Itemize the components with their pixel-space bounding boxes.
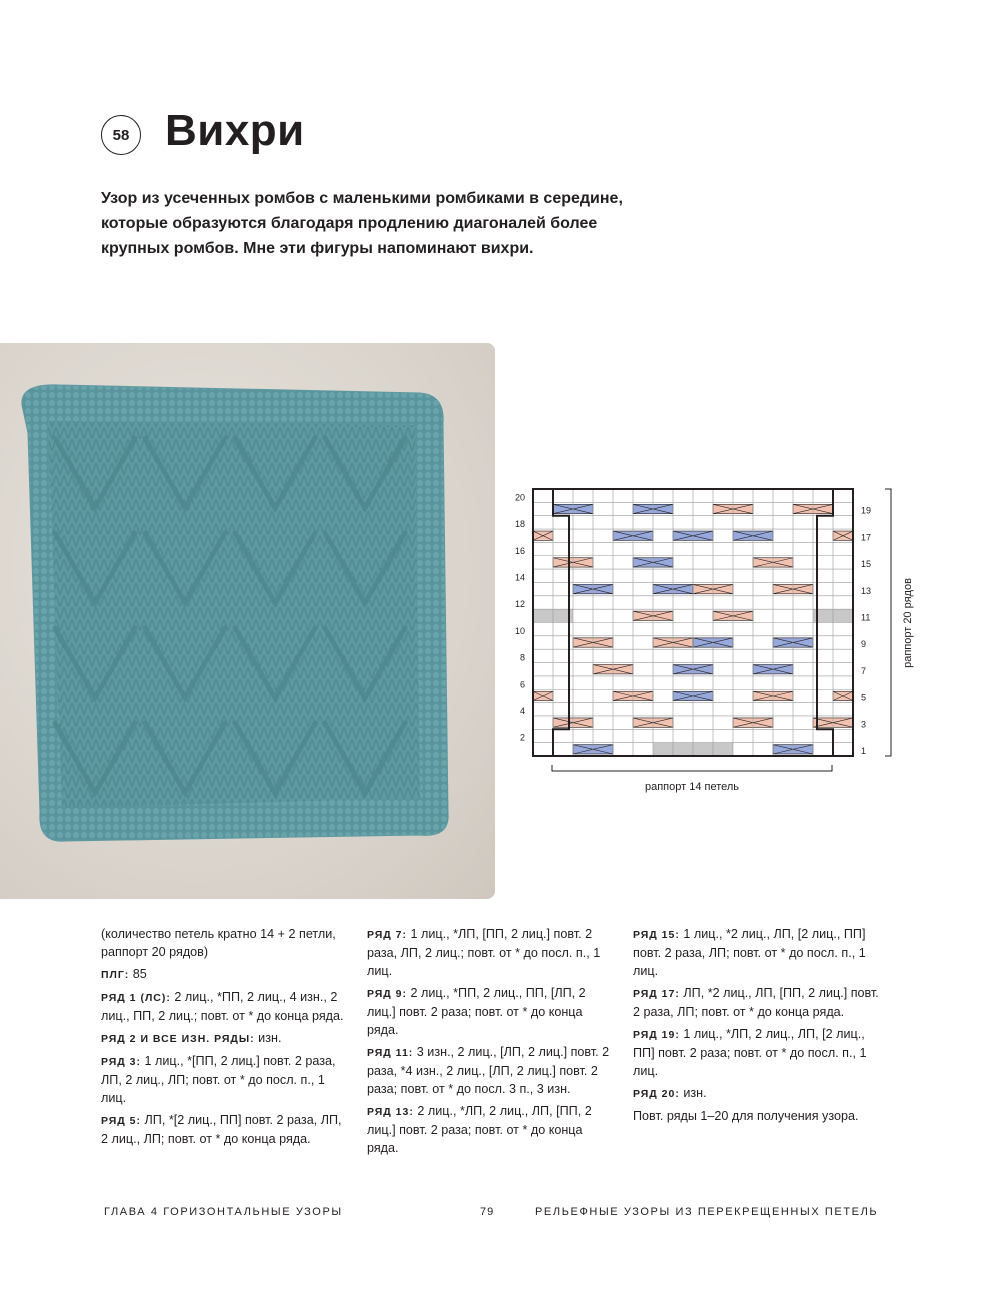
instruction-row bbox=[633, 1084, 883, 1103]
row-number-left: 10 bbox=[514, 625, 525, 636]
row-text: изн. bbox=[254, 1031, 282, 1045]
row-number-left: 8 bbox=[519, 652, 525, 663]
row-label: РЯД 1 (ЛС): bbox=[101, 992, 171, 1004]
purl-cell bbox=[673, 743, 693, 756]
row-label: РЯД 20: bbox=[633, 1088, 680, 1100]
instruction-row bbox=[101, 1052, 351, 1107]
instruction-row bbox=[367, 1043, 617, 1098]
instructions-column-1 bbox=[101, 925, 351, 1152]
side-repeat-label: раппорт 20 рядов bbox=[902, 578, 914, 668]
row-number-right: 5 bbox=[861, 692, 867, 703]
pattern-number-badge bbox=[101, 115, 141, 155]
instruction-row bbox=[367, 925, 617, 980]
instruction-row bbox=[633, 925, 883, 980]
row-label: ПЛГ: bbox=[101, 969, 130, 981]
instructions-column-2 bbox=[367, 925, 617, 1161]
row-label: РЯД 3: bbox=[101, 1056, 142, 1068]
row-number-left: 4 bbox=[519, 705, 525, 716]
row-text: (количество петель кратно 14 + 2 петли, раппорт 20 рядов) bbox=[101, 927, 336, 959]
instruction-row bbox=[633, 1025, 883, 1080]
instruction-row bbox=[101, 925, 351, 961]
row-label: РЯД 19: bbox=[633, 1029, 680, 1041]
swatch-photo bbox=[0, 343, 495, 899]
row-number-left: 20 bbox=[514, 492, 525, 503]
row-number-right: 9 bbox=[861, 639, 867, 650]
row-text: 2 лиц., *ЛП, 2 лиц., ЛП, [ПП, 2 лиц.] повт. 2 раза; повт. от * до конца ряда. bbox=[367, 1104, 592, 1155]
row-number-right: 19 bbox=[861, 505, 872, 516]
instruction-row bbox=[101, 1029, 351, 1048]
row-text: изн. bbox=[679, 1086, 707, 1100]
pattern-title: Вихри bbox=[165, 106, 305, 155]
bottom-repeat-label: раппорт 14 петель bbox=[644, 781, 740, 793]
row-text: 2 лиц., *ПП, 2 лиц., ПП, [ЛП, 2 лиц.] повт. 2 раза; повт. от * до конца ряда. bbox=[367, 986, 586, 1037]
row-text: 2 лиц., *ПП, 2 лиц., 4 изн., 2 лиц., ПП, 2 лиц.; повт. от * до конца ряда. bbox=[101, 990, 344, 1023]
row-number-right: 7 bbox=[861, 665, 867, 676]
intro-paragraph: Узор из усеченных ромбов с маленькими ромбиками в середине, которые образуются благодаря продлению диагоналей более крупных ромбов. Мне эти фигуры напоминают вихри. bbox=[101, 190, 623, 257]
row-label: РЯД 17: bbox=[633, 988, 680, 1000]
row-number-right: 15 bbox=[861, 559, 872, 570]
row-label: РЯД 7: bbox=[367, 929, 408, 941]
row-text: 85 bbox=[129, 967, 147, 981]
row-text: ЛП, *[2 лиц., ПП] повт. 2 раза, ЛП, 2 лиц., ЛП; повт. от * до конца ряда. bbox=[101, 1113, 342, 1146]
knitted-swatch-illustration bbox=[0, 343, 495, 899]
row-text: Повт. ряды 1–20 для получения узора. bbox=[633, 1109, 859, 1123]
instruction-row bbox=[633, 1107, 883, 1125]
instruction-row bbox=[101, 965, 351, 984]
row-text: ЛП, *2 лиц., ЛП, [ПП, 2 лиц.] повт. 2 раза, ЛП; повт. от * до конца ряда. bbox=[633, 986, 879, 1019]
purl-cell bbox=[653, 743, 673, 756]
purl-cell bbox=[713, 743, 733, 756]
row-text: 3 изн., 2 лиц., [ЛП, 2 лиц.] повт. 2 раза, *4 изн., 2 лиц., [ЛП, 2 лиц.] повт. 2 раза; повт. от * до посл. 3 п., 3 изн. bbox=[367, 1045, 610, 1096]
row-label: РЯД 9: bbox=[367, 988, 408, 1000]
row-text: 1 лиц., *ЛП, 2 лиц., ЛП, [2 лиц., ПП] повт. 2 раза; повт. от * до посл. п., 1 лиц. bbox=[633, 1027, 867, 1078]
row-number-right: 17 bbox=[861, 532, 872, 543]
page-number: 79 bbox=[480, 1206, 495, 1218]
row-text: 1 лиц., *2 лиц., ЛП, [2 лиц., ПП] повт. 2 раза, ЛП; повт. от * до посл. п., 1 лиц. bbox=[633, 927, 866, 978]
purl-cell bbox=[833, 609, 853, 622]
row-label: РЯД 13: bbox=[367, 1106, 414, 1118]
row-text: 1 лиц., *ЛП, [ПП, 2 лиц.] повт. 2 раза, ЛП, 2 лиц.; повт. от * до посл. п., 1 лиц. bbox=[367, 927, 601, 978]
pattern-number: 58 bbox=[112, 126, 130, 144]
footer-chapter: ГЛАВА 4 ГОРИЗОНТАЛЬНЫЕ УЗОРЫ bbox=[104, 1206, 343, 1218]
row-number-left: 6 bbox=[519, 679, 525, 690]
row-label: РЯД 5: bbox=[101, 1115, 142, 1127]
row-number-left: 12 bbox=[514, 599, 525, 610]
row-number-right: 11 bbox=[861, 612, 871, 623]
row-number-right: 3 bbox=[861, 719, 867, 730]
row-number-right: 1 bbox=[861, 746, 867, 756]
row-label: РЯД 11: bbox=[367, 1047, 414, 1059]
instructions-column-3 bbox=[633, 925, 883, 1129]
row-number-left: 18 bbox=[514, 519, 525, 530]
purl-cell bbox=[533, 609, 553, 622]
purl-cell bbox=[693, 743, 713, 756]
row-number-left: 2 bbox=[519, 732, 525, 743]
row-label: РЯД 15: bbox=[633, 929, 680, 941]
row-number-right: 13 bbox=[861, 585, 872, 596]
instruction-row bbox=[633, 984, 883, 1021]
instruction-row bbox=[367, 1102, 617, 1157]
row-number-left: 14 bbox=[514, 572, 525, 583]
instruction-row bbox=[101, 1111, 351, 1148]
row-text: 1 лиц., *[ПП, 2 лиц.] повт. 2 раза, ЛП, 2 лиц., ЛП; повт. от * до посл. п., 1 лиц. bbox=[101, 1054, 336, 1105]
right-cross-stitch bbox=[533, 531, 553, 540]
footer-section: РЕЛЬЕФНЫЕ УЗОРЫ ИЗ ПЕРЕКРЕЩЕННЫХ ПЕТЕЛЬ bbox=[535, 1206, 879, 1218]
right-cross-stitch bbox=[533, 691, 553, 700]
instruction-row bbox=[101, 988, 351, 1025]
instruction-row bbox=[367, 984, 617, 1039]
row-label: РЯД 2 И ВСЕ ИЗН. РЯДЫ: bbox=[101, 1033, 255, 1045]
right-cross-stitch bbox=[833, 691, 853, 700]
row-number-left: 16 bbox=[514, 545, 525, 556]
knitting-chart bbox=[505, 480, 925, 800]
right-cross-stitch bbox=[833, 531, 853, 540]
